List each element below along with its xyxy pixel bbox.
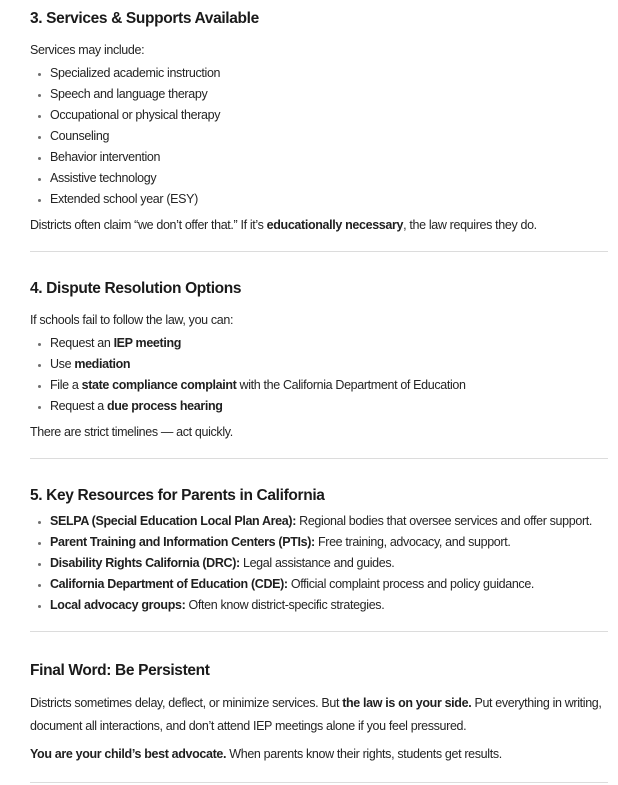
bold-text-run: California Department of Education (CDE): xyxy=(50,577,288,591)
list-item xyxy=(50,333,608,354)
list-item: • Extended school year (ESY) xyxy=(50,189,608,210)
bold-text-run: Parent Training and Information Centers (PTIs): xyxy=(50,535,315,549)
list-item xyxy=(50,553,608,574)
text-run: Put everything in writing, xyxy=(471,696,602,710)
section-final-word xyxy=(30,660,608,766)
list-item xyxy=(50,595,608,616)
section-divider xyxy=(30,782,608,783)
text-run: Use xyxy=(50,357,75,371)
text-line xyxy=(30,692,608,715)
section-dispute-resolution xyxy=(30,278,608,443)
text-run: Districts often claim “we don’t offer that.” If it’s xyxy=(30,218,267,232)
text-run: When parents know their rights, students get results. xyxy=(226,747,502,761)
section-note xyxy=(30,215,608,236)
text-run: , the law requires they do. xyxy=(403,218,537,232)
bold-text-run: state compliance complaint xyxy=(81,378,237,392)
section-intro: Services may include: xyxy=(30,43,145,57)
list-item xyxy=(50,511,608,532)
section-note: There are strict timelines — act quickly. xyxy=(30,425,233,439)
closing-paragraph xyxy=(30,743,608,766)
text-run: Often know district-specific strategies. xyxy=(185,598,385,612)
bold-text-run: IEP meeting xyxy=(113,336,182,350)
section-divider xyxy=(30,251,608,252)
text-line: document all interactions, and don’t attend IEP meetings alone if you feel pressured. xyxy=(30,718,467,733)
list-item: • Speech and language therapy xyxy=(50,84,608,105)
text-run: Legal assistance and guides. xyxy=(239,556,395,570)
final-paragraph xyxy=(30,692,608,737)
list-item: • Occupational or physical therapy xyxy=(50,105,608,126)
bold-text-run: educationally necessary xyxy=(266,218,404,232)
bold-text-run: mediation xyxy=(74,357,131,371)
list-item xyxy=(50,375,608,396)
text-run: Regional bodies that oversee services and offer support. xyxy=(296,514,592,528)
text-run: with the California Department of Education xyxy=(236,378,466,392)
section-heading: Final Word: Be Persistent xyxy=(30,662,210,679)
text-run: Free training, advocacy, and support. xyxy=(314,535,511,549)
section-heading: 4. Dispute Resolution Options xyxy=(30,280,242,297)
section-divider xyxy=(30,458,608,459)
section-heading: 3. Services & Supports Available xyxy=(30,10,259,27)
section-services-supports xyxy=(30,8,608,236)
section-divider xyxy=(30,631,608,632)
section-intro: If schools fail to follow the law, you can: xyxy=(30,313,234,327)
bullet-list xyxy=(30,511,608,616)
bold-text-run: You are your child’s best advocate. xyxy=(30,747,227,761)
list-item xyxy=(50,574,608,595)
section-heading: 5. Key Resources for Parents in California xyxy=(30,487,325,504)
bullet-list xyxy=(30,333,608,417)
bold-text-run: Local advocacy groups: xyxy=(50,598,186,612)
list-item xyxy=(50,396,608,417)
text-run: Districts sometimes delay, deflect, or minimize services. But xyxy=(30,696,343,710)
list-item xyxy=(50,532,608,553)
list-item xyxy=(50,354,608,375)
list-item: • Specialized academic instruction xyxy=(50,63,608,84)
list-item: • Counseling xyxy=(50,126,608,147)
bullet-list xyxy=(30,63,608,210)
text-run: Official complaint process and policy guidance. xyxy=(287,577,535,591)
section-key-resources xyxy=(30,485,608,616)
text-run: Request an xyxy=(50,336,114,350)
bold-text-run: Disability Rights California (DRC): xyxy=(50,556,240,570)
list-item: • Assistive technology xyxy=(50,168,608,189)
bold-text-run: due process hearing xyxy=(106,399,223,413)
text-run: Request a xyxy=(50,399,107,413)
bold-text-run: the law is on your side. xyxy=(342,696,472,710)
bold-text-run: SELPA (Special Education Local Plan Area): xyxy=(50,514,297,528)
list-item: • Behavior intervention xyxy=(50,147,608,168)
text-run: File a xyxy=(50,378,82,392)
